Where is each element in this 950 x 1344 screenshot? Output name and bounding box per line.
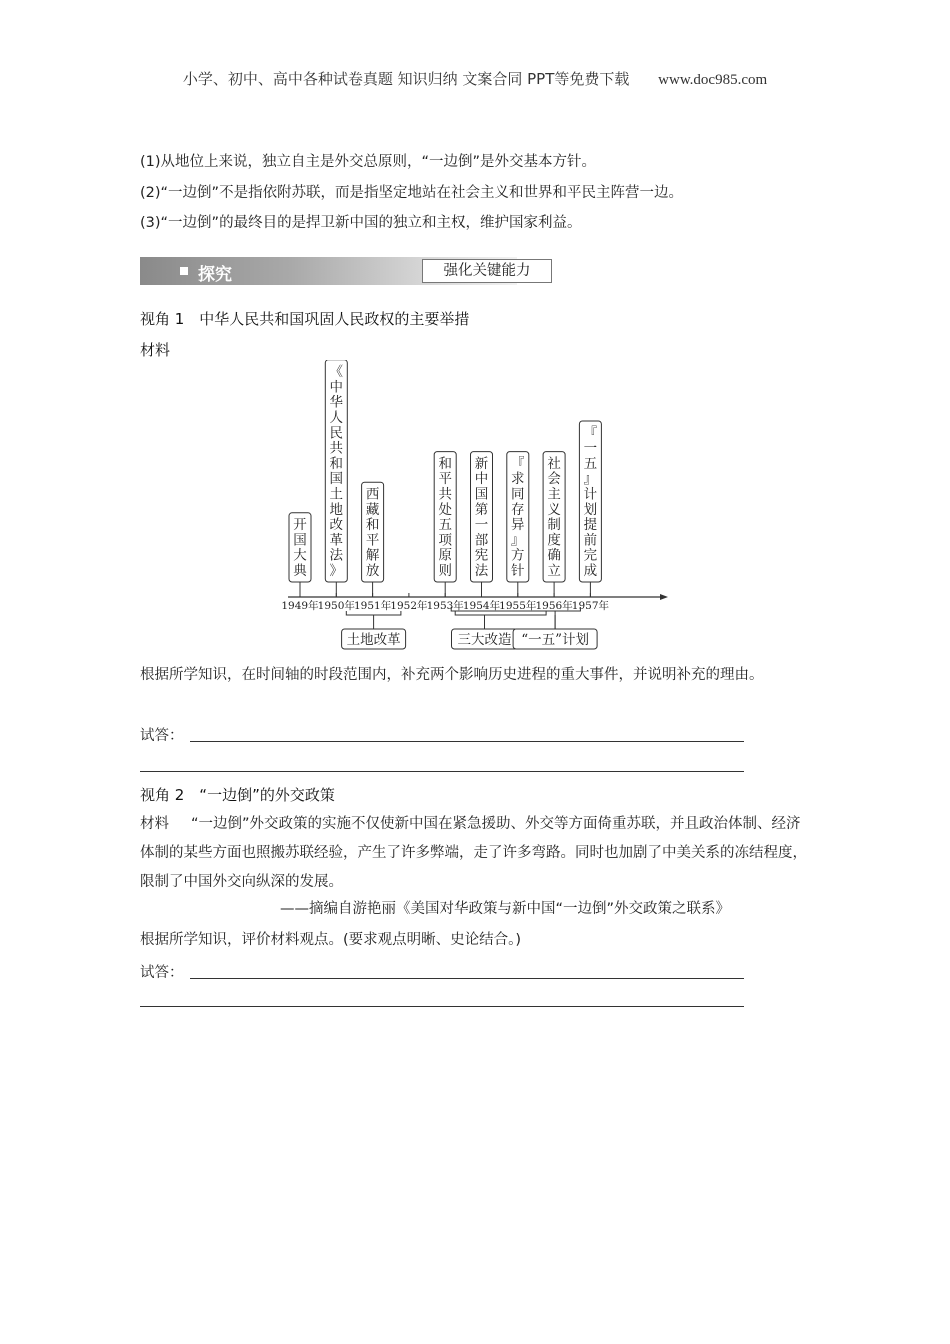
year-label: 1955年 [499, 600, 537, 612]
angle2-material [140, 810, 812, 897]
year-label: 1952年 [390, 600, 428, 612]
point-1: (1)从地位上来说，独立自主是外交总原则，“一边倒”是外交基本方针。 [140, 154, 597, 170]
event-label: 『求同存异』方针 [511, 455, 525, 579]
angle2-answer-line-1[interactable] [190, 978, 744, 979]
header-text: 小学、初中、高中各种试卷真题 知识归纳 文案合同 PPT等免费下载 [182, 70, 630, 88]
event-label: 社会主义制度确立 [547, 455, 561, 579]
point-2: (2)“一边倒”不是指依附苏联，而是指坚定地站在社会主义和世界和平民主阵营一边。 [140, 185, 684, 201]
event-label: 开国大典 [293, 517, 307, 579]
angle2-question: 根据所学知识，评价材料观点。(要求观点明晰、史论结合。) [140, 932, 522, 948]
section-subtitle: 强化关键能力 [422, 259, 552, 283]
section-banner [140, 257, 531, 285]
angle2-title: 视角 2 “一边倒”的外交政策 [140, 786, 335, 804]
angle1-title: 视角 1 中华人民共和国巩固人民政权的主要举措 [140, 310, 470, 328]
angle2-source: ——摘编自游艳丽《美国对华政策与新中国“一边倒”外交政策之联系》 [280, 901, 731, 917]
section-label: 探究 [198, 265, 232, 285]
event-label: 『一五』计划提前完成 [583, 425, 598, 579]
angle2-answer-label: 试答： [140, 965, 184, 981]
angle2-material-label: 材料 [140, 816, 169, 832]
event-label: 新中国第一部宪法 [474, 455, 489, 579]
year-label: 1951年 [353, 600, 392, 612]
year-label: 1949年 [281, 600, 319, 612]
header-site: www.doc985.com [658, 72, 768, 88]
event-label: 和平共处五项原则 [438, 455, 452, 579]
page-header [0, 68, 950, 89]
angle1-material-label: 材料 [140, 341, 171, 359]
event-label: 《中华人民共和国土地改革法》 [329, 364, 344, 579]
period-label: 三大改造 [457, 632, 512, 648]
event-label: 西藏和平解放 [365, 486, 380, 579]
year-label: 1953年 [426, 600, 464, 612]
year-label: 1950年 [317, 600, 355, 612]
timeline-chart [280, 360, 670, 660]
timeline-axis-arrow [660, 594, 668, 600]
angle1-question: 根据所学知识，在时间轴的时段范围内，补充两个影响历史进程的重大事件，并说明补充的理由。 [140, 667, 764, 683]
angle1-answer-label: 试答： [140, 728, 184, 744]
angle2-material-text: “一边倒”外交政策的实施不仅使新中国在紧急援助、外交等方面倚重苏联，并且政治体制、经济体制的某些方面也照搬苏联经验，产生了许多弊端，走了许多弯路。同时也加剧了中美关系的冻结程度，限制了中国外交向纵深的发展。 [140, 816, 807, 890]
year-label: 1956年 [535, 600, 573, 612]
angle1-answer-line-1[interactable] [190, 741, 744, 742]
point-3: (3)“一边倒”的最终目的是捍卫新中国的独立和主权，维护国家利益。 [140, 215, 582, 231]
section-square-icon [180, 267, 188, 275]
angle1-answer-line-2[interactable] [140, 771, 744, 772]
angle2-answer-line-2[interactable] [140, 1006, 744, 1007]
period-label: 土地改革 [346, 632, 401, 648]
year-label: 1954年 [462, 600, 501, 612]
year-label: 1957年 [571, 600, 610, 612]
period-label: “一五”计划 [521, 632, 590, 648]
